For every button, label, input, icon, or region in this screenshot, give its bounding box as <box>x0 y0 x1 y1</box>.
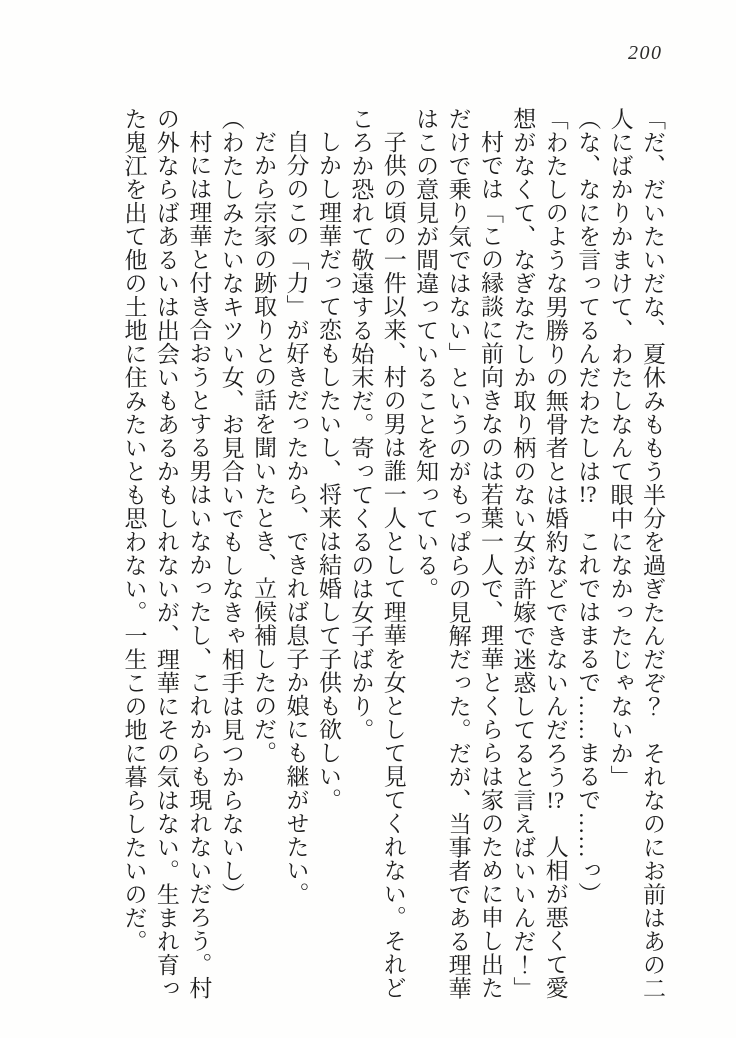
text-line: 子供の頃の一件以来、村の男は誰一人として理華を女として見てくれない。それど <box>380 130 406 1000</box>
page-number: 200 <box>628 42 663 64</box>
exclamation-question-tcy: !? <box>546 788 565 812</box>
text-line: 「わたしのような男勝りの無骨者とは婚約などできないんだろう!? 人相が悪くて愛 <box>542 107 568 1000</box>
text-line: 人にばかりかまけて、わたしなんて眼中になかったじゃないか」 <box>607 107 633 789</box>
text-line: 自分のこの「力」が好きだったから、できれば息子か娘にも継がせたい。 <box>283 130 309 906</box>
exclamation-question-tcy: !? <box>578 483 597 506</box>
text-line: （わたしみたいなキツい女、お見合いでもしなきゃ相手は見つからないし） <box>218 107 244 906</box>
text-line: だけで乗り気ではない」というのがもっぱらの見解だった。だが、当事者である理華 <box>445 107 471 1000</box>
text-line: はこの意見が間違っていることを知っている。 <box>413 107 439 601</box>
text-line: 村では「この縁談に前向きなのは若葉一人で、理華とくららは家のために申し出た <box>477 130 503 1000</box>
text-line: た鬼江を出て他の土地に住みたいとも思わない。一生この地に暮らしたいのだ。 <box>121 107 147 953</box>
text-line: しかし理華だって恋もしたいし、将来は結婚して子供も欲しい。 <box>315 130 341 812</box>
text-line: の外ならばあるいは出会いもあるかもしれないが、理華にその気はない。生まれ育っ <box>153 107 179 1000</box>
text-line: （な、なにを言ってるんだわたしは!? これではまるで……まるで……っ） <box>575 107 601 906</box>
text-line: ころか恐れて敬遠する始末だ。寄ってくるのは女子ばかり。 <box>348 107 374 742</box>
text-line: 「だ、だいたいだな、夏休みももう半分を過ぎたんだぞ？ それなのにお前はあの二 <box>640 107 665 1000</box>
vertical-body-text <box>117 107 668 1025</box>
text-line: 想がなくて、なぎなたしか取り柄のない女が許嫁で迷惑してると言えばいいんだ！」 <box>510 107 536 1000</box>
text-line: だから宗家の跡取りとの話を聞いたとき、立候補したのだ。 <box>251 130 277 765</box>
text-line: 村には理華と付き合おうとする男はいなかったし、これからも現れないだろう。村 <box>186 130 212 1000</box>
